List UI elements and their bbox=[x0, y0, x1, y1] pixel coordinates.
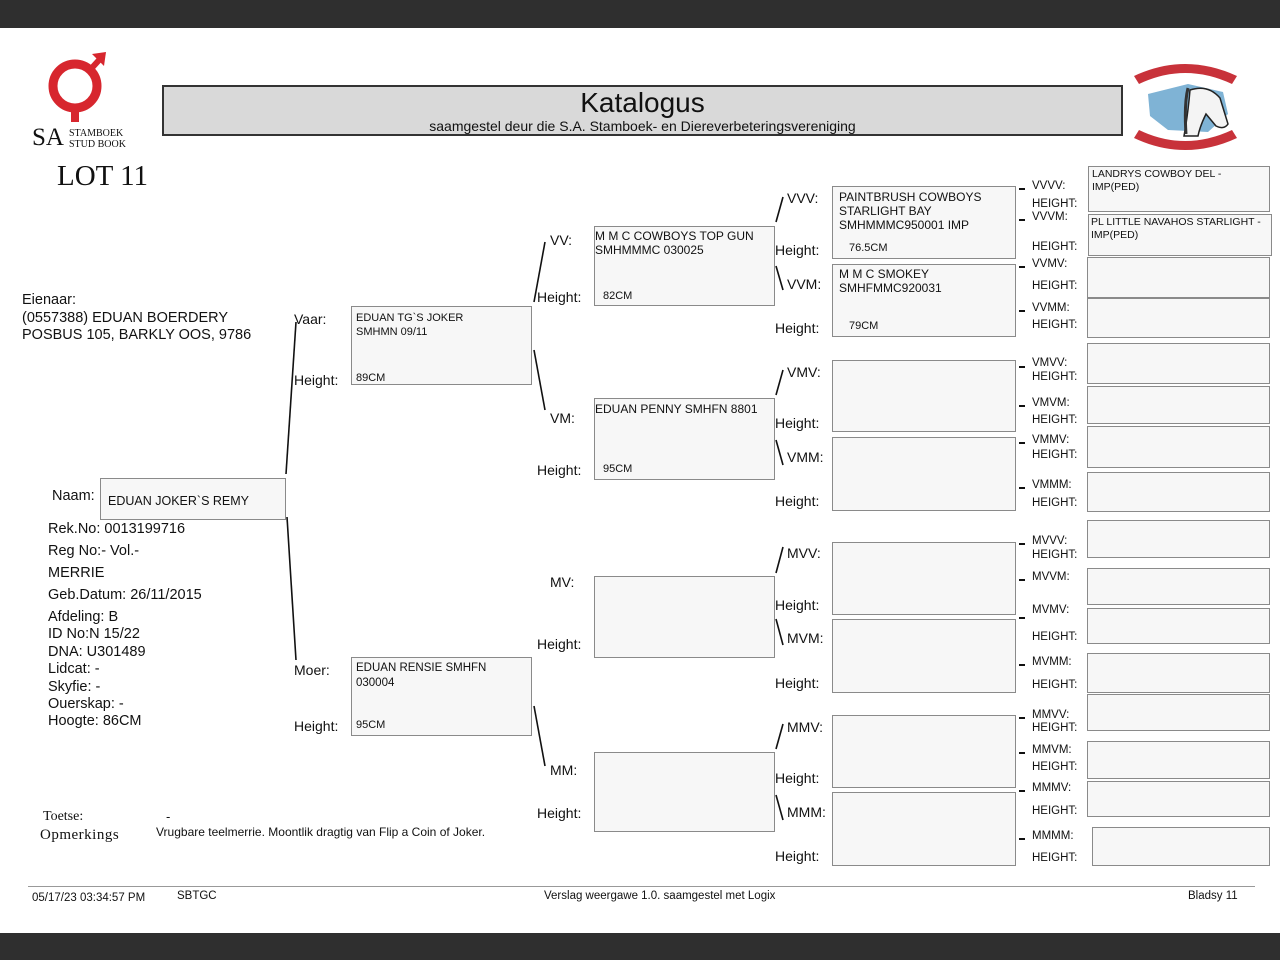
vaar-name: EDUAN TG`S JOKER bbox=[356, 312, 464, 324]
moer-box bbox=[351, 657, 532, 736]
vvm-height: 79CM bbox=[849, 320, 879, 332]
moer-name: EDUAN RENSIE SMHFN bbox=[356, 662, 487, 674]
vvmm-box bbox=[1087, 298, 1270, 338]
detail-hoogte: Hoogte: 86CM bbox=[48, 713, 142, 729]
owner-label: Eienaar: bbox=[22, 292, 77, 308]
mmmv-height-label: HEIGHT: bbox=[1032, 805, 1078, 817]
detail-skyfie: Skyfie: - bbox=[48, 679, 101, 695]
vvm-label: VVM: bbox=[787, 276, 822, 292]
mmmm-label: MMMM: bbox=[1032, 830, 1074, 842]
opmerkings-text: Vrugbare teelmerrie. Moontlik dragtig van Flip a Coin of Joker. bbox=[156, 825, 486, 839]
vv-box bbox=[594, 226, 775, 306]
vvvm-text: PL LITTLE NAVAHOS STARLIGHT - IMP(PED) bbox=[1091, 216, 1261, 241]
mvvm-label: MVVM: bbox=[1032, 571, 1070, 583]
mvmm-height-label: HEIGHT: bbox=[1032, 679, 1078, 691]
vvmm-label: VVMM: bbox=[1032, 302, 1070, 314]
mmvm-box bbox=[1087, 741, 1270, 779]
dash-mmvm bbox=[1019, 752, 1025, 754]
mv-height-label: Height: bbox=[537, 636, 582, 652]
vaar-height-label: Height: bbox=[294, 372, 339, 388]
vmvv-label: VMVV: bbox=[1032, 357, 1068, 369]
dash-vvmm bbox=[1019, 310, 1025, 312]
vmv-box bbox=[832, 360, 1016, 432]
opmerkings-label: Opmerkings bbox=[40, 827, 120, 843]
vm-height: 95CM bbox=[603, 463, 633, 475]
mvvm-box bbox=[1087, 568, 1270, 605]
vmm-box bbox=[832, 437, 1016, 511]
vm-box bbox=[594, 398, 775, 480]
detail-reg: Reg No:- Vol.- bbox=[48, 543, 140, 559]
mvm-box bbox=[832, 619, 1016, 693]
dash-vmvm bbox=[1019, 405, 1025, 407]
logo-sa: SA bbox=[32, 124, 64, 151]
mmvv-box bbox=[1087, 694, 1270, 731]
vvvm-box bbox=[1088, 214, 1272, 256]
vmv-label: VMV: bbox=[787, 364, 821, 380]
detail-ouerskap: Ouerskap: - bbox=[48, 696, 124, 712]
page-title: Katalogus bbox=[580, 87, 705, 118]
toetse-label: Toetse: bbox=[43, 809, 84, 824]
vv-reg: SMHMMMC 030025 bbox=[595, 243, 704, 257]
mmvm-label: MMVM: bbox=[1032, 744, 1072, 756]
footer-report: Verslag weergawe 1.0. saamgestel met Logix bbox=[544, 890, 776, 902]
mm-box bbox=[594, 752, 775, 832]
vvvv-height-label: HEIGHT: bbox=[1032, 198, 1078, 210]
moer-height: 95CM bbox=[356, 719, 386, 731]
lot-number: LOT 11 bbox=[57, 160, 149, 192]
mv-box bbox=[594, 576, 775, 658]
vaar-box bbox=[351, 306, 532, 385]
mvmm-label: MVMM: bbox=[1032, 656, 1072, 668]
dash-mmmm bbox=[1019, 838, 1025, 840]
name-label: Naam: bbox=[52, 488, 95, 504]
vvvv-text: LANDRYS COWBOY DEL - IMP(PED) bbox=[1092, 168, 1222, 193]
moer-label: Moer: bbox=[294, 662, 330, 678]
vm-height-label: Height: bbox=[537, 462, 582, 478]
footer-divider bbox=[28, 886, 1255, 887]
mmvv-height-label: HEIGHT: bbox=[1032, 722, 1078, 734]
vvm-line2: SMHFMMC920031 bbox=[839, 281, 942, 295]
vvm-box bbox=[832, 264, 1016, 337]
mmm-height-label: Height: bbox=[775, 848, 820, 864]
dash-mvvv bbox=[1019, 543, 1025, 545]
mvvv-height-label: HEIGHT: bbox=[1032, 549, 1078, 561]
page-subtitle: saamgestel deur die S.A. Stamboek- en Diereverbeteringsvereniging bbox=[429, 118, 856, 134]
detail-id: ID No:N 15/22 bbox=[48, 626, 140, 642]
dash-vvvv bbox=[1019, 188, 1025, 190]
mmvm-height-label: HEIGHT: bbox=[1032, 761, 1078, 773]
vv-height: 82CM bbox=[603, 290, 633, 302]
detail-afdeling: Afdeling: B bbox=[48, 609, 119, 625]
detail-lidcat: Lidcat: - bbox=[48, 661, 100, 677]
dash-mvmv bbox=[1019, 617, 1025, 619]
detail-birthdate: Geb.Datum: 26/11/2015 bbox=[48, 587, 202, 603]
detail-dna: DNA: U301489 bbox=[48, 644, 146, 660]
dash-mmvv bbox=[1019, 717, 1025, 719]
mvmv-height-label: HEIGHT: bbox=[1032, 631, 1078, 643]
vvv-label: VVV: bbox=[787, 190, 819, 206]
vmm-height-label: Height: bbox=[775, 493, 820, 509]
mvvv-box bbox=[1087, 520, 1270, 558]
detail-rek: Rek.No: 0013199716 bbox=[48, 521, 186, 537]
dash-vmvv bbox=[1019, 366, 1025, 368]
mmv-height-label: Height: bbox=[775, 770, 820, 786]
dash-mvvm bbox=[1019, 579, 1025, 581]
vvvm-label: VVVM: bbox=[1032, 211, 1068, 223]
vmmm-label: VMMM: bbox=[1032, 479, 1072, 491]
mvmv-label: MVMV: bbox=[1032, 604, 1070, 616]
dash-vvvm bbox=[1019, 219, 1025, 221]
mmmv-box bbox=[1087, 781, 1270, 817]
mvvv-label: MVVV: bbox=[1032, 535, 1068, 547]
footer-page: Bladsy 11 bbox=[1188, 890, 1238, 902]
mmmm-height-label: HEIGHT: bbox=[1032, 852, 1078, 864]
vvvm-height-label: HEIGHT: bbox=[1032, 241, 1078, 253]
mmmm-box bbox=[1092, 827, 1270, 866]
vvmv-height-label: HEIGHT: bbox=[1032, 280, 1078, 292]
vaar-label: Vaar: bbox=[294, 311, 327, 327]
footer-code: SBTGC bbox=[177, 890, 217, 902]
vmvm-height-label: HEIGHT: bbox=[1032, 414, 1078, 426]
mmmv-label: MMMV: bbox=[1032, 782, 1072, 794]
vaar-height: 89CM bbox=[356, 372, 386, 384]
dash-vvmv bbox=[1019, 266, 1025, 268]
toetse-value: - bbox=[166, 809, 171, 824]
footer-timestamp: 05/17/23 03:34:57 PM bbox=[32, 892, 146, 904]
vm-label: VM: bbox=[550, 410, 575, 426]
vaar-reg: SMHMN 09/11 bbox=[356, 326, 428, 338]
vvv-height-label: Height: bbox=[775, 242, 820, 258]
logo-line1: STAMBOEK bbox=[69, 128, 124, 139]
vv-name: M M C COWBOYS TOP GUN bbox=[595, 229, 754, 243]
vvm-height-label: Height: bbox=[775, 320, 820, 336]
mvv-label: MVV: bbox=[787, 545, 821, 561]
vmmm-box bbox=[1087, 472, 1270, 512]
owner-line2: POSBUS 105, BARKLY OOS, 9786 bbox=[22, 327, 252, 343]
vvmv-box bbox=[1087, 257, 1270, 298]
mmm-box bbox=[832, 792, 1016, 866]
dash-vmmm bbox=[1019, 487, 1025, 489]
mvv-box bbox=[832, 542, 1016, 615]
moer-reg: 030004 bbox=[356, 677, 395, 689]
vvv-box bbox=[832, 186, 1016, 259]
dash-mmmv bbox=[1019, 790, 1025, 792]
vmmv-height-label: HEIGHT: bbox=[1032, 449, 1078, 461]
mv-label: MV: bbox=[550, 574, 575, 590]
owner-line1: (0557388) EDUAN BOERDERY bbox=[22, 310, 229, 326]
vvvv-label: VVVV: bbox=[1032, 180, 1066, 192]
vmv-height-label: Height: bbox=[775, 415, 820, 431]
vmvm-label: VMVM: bbox=[1032, 397, 1070, 409]
mmm-label: MMM: bbox=[787, 804, 826, 820]
mvm-height-label: Height: bbox=[775, 675, 820, 691]
vvv-line2: STARLIGHT BAY bbox=[839, 204, 932, 218]
vvvv-box bbox=[1088, 166, 1270, 212]
mvm-label: MVM: bbox=[787, 630, 824, 646]
vvm-line1: M M C SMOKEY bbox=[839, 267, 930, 281]
vm-name: EDUAN PENNY SMHFN 8801 bbox=[595, 402, 758, 416]
mm-label: MM: bbox=[550, 762, 578, 778]
vvv-line3: SMHMMMC950001 IMP bbox=[839, 218, 970, 232]
mmv-label: MMV: bbox=[787, 719, 824, 735]
mvv-height-label: Height: bbox=[775, 597, 820, 613]
detail-sex: MERRIE bbox=[48, 565, 105, 581]
vv-height-label: Height: bbox=[537, 289, 582, 305]
animal-name: EDUAN JOKER`S REMY bbox=[108, 494, 249, 508]
logo-line2: STUD BOOK bbox=[69, 139, 126, 150]
mvmm-box bbox=[1087, 653, 1270, 693]
vvmv-label: VVMV: bbox=[1032, 258, 1068, 270]
vvmm-height-label: HEIGHT: bbox=[1032, 319, 1078, 331]
mmv-box bbox=[832, 715, 1016, 788]
vvv-height: 76.5CM bbox=[849, 242, 888, 254]
dash-vmmv bbox=[1019, 442, 1025, 444]
mm-height-label: Height: bbox=[537, 805, 582, 821]
moer-height-label: Height: bbox=[294, 718, 339, 734]
vvv-line1: PAINTBRUSH COWBOYS bbox=[839, 190, 982, 204]
vmvv-height-label: HEIGHT: bbox=[1032, 371, 1078, 383]
vmmv-box bbox=[1087, 426, 1270, 468]
vmvm-box bbox=[1087, 386, 1270, 424]
vmmm-height-label: HEIGHT: bbox=[1032, 497, 1078, 509]
vv-label: VV: bbox=[550, 232, 573, 248]
dash-mvmm bbox=[1019, 664, 1025, 666]
mvmv-box bbox=[1087, 608, 1270, 644]
vmmv-label: VMMV: bbox=[1032, 434, 1070, 446]
mmvv-label: MMVV: bbox=[1032, 709, 1070, 721]
vmvv-box bbox=[1087, 343, 1270, 384]
vmm-label: VMM: bbox=[787, 449, 824, 465]
